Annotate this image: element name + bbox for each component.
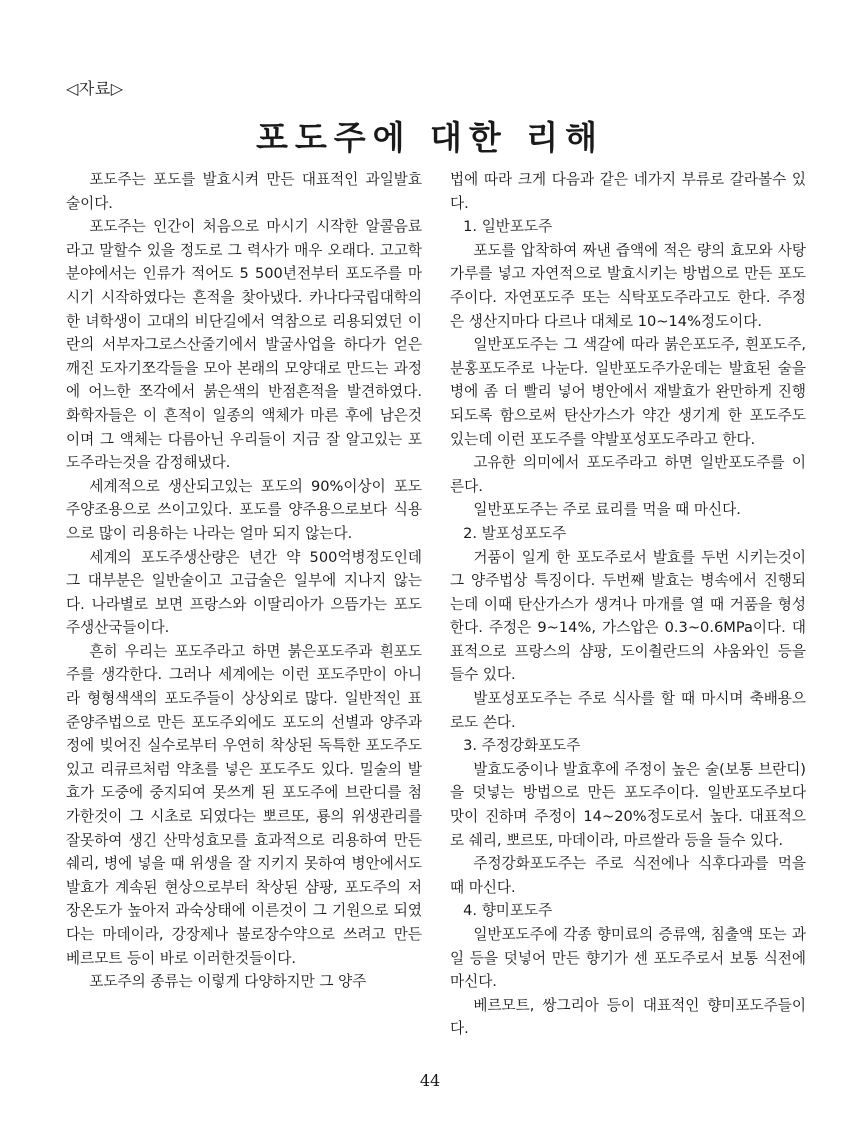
paragraph: 일반포도주는 그 색갈에 따라 붉은포도주, 흰포도주, 분홍포도주로 나눈다. 일반포도주가운데는 발효된 술을 병에 좀 더 빨리 넣어 병안에서 재발효가 완만하게 진행되도록 함으로써 탄산가스가 약간 생기게 한 포도주도 있는데 이런 포도주를 약발포성포도주라고 한다.: [450, 336, 806, 448]
right-column: [450, 168, 806, 1041]
paragraph: 일반포도주에 각종 향미료의 증류액, 침출액 또는 과일 등을 덧넣어 만든 향기가 센 포도주로서 보통 식전에 마신다.: [450, 926, 806, 991]
paragraph: 세계의 포도주생산량은 년간 약 500억병정도인데 그 대부분은 일반술이고 고급술은 일부에 지나지 않는다. 나라별로 보면 프랑스와 이딸리아가 으뜸가는 포도주생산국들이다.: [66, 548, 422, 637]
paragraph: 발포성포도주는 주로 식사를 할 때 마시며 축배용으로도 쓴다.: [450, 690, 806, 731]
section-tag: ◁자료▷: [66, 79, 124, 98]
paragraph: 포도주는 인간이 처음으로 마시기 시작한 알콜음료라고 말할수 있을 정도로 그 력사가 매우 오래다. 고고학분야에서는 인류가 적어도 5 500년전부터 포도주를 마시기 시작하였다는 흔적을 찾아냈다. 카나다국립대학의 한 녀학생이 고대의 비단길에서 역참으로 리용되였던 이란의 서부자그로스산줄기에서 발굴사업을 하다가 얻은 깨진 도자기쪼각들을 모아 본래의 모양대로 만드는 과정에 어느한 쪼각에서 붉은색의 반점흔적을 발견하였다. 화학자들은 이 흔적이 일종의 액체가 마른 후에 남은것이며 그 액체는 다름아닌 우리들이 지금 잘 알고있는 포도주라는것을 감정해냈다.: [66, 218, 422, 472]
section-heading: 3. 주정강화포도주: [463, 737, 581, 755]
paragraph: 세계적으로 생산되고있는 포도의 90%이상이 포도주양조용으로 쓰이고있다. 포도를 양주용으로보다 식용으로 많이 리용하는 나라는 얼마 되지 않는다.: [66, 477, 422, 542]
section-heading: 2. 발포성포도주: [463, 524, 567, 542]
section-heading: 1. 일반포도주: [463, 218, 553, 236]
paragraph: 포도를 압착하여 짜낸 즙액에 적은 량의 효모와 사탕가루를 넣고 자연적으로 발효시키는 방법으로 만든 포도주이다. 자연포도주 또는 식탁포도주라고도 한다. 주정은 생산지마다 다르나 대체로 10~14%정도이다.: [450, 241, 806, 330]
left-column: [66, 168, 422, 994]
page-number: 44: [419, 1071, 441, 1090]
paragraph-continued: 법에 따라 크게 다음과 같은 네가지 부류로 갈라볼수 있다.: [450, 171, 806, 212]
paragraph: 베르모트, 쌍그리아 등이 대표적인 향미포도주들이다.: [450, 996, 806, 1038]
page-title: 포도주에 대한 리해: [255, 118, 604, 157]
paragraph: 고유한 의미에서 포도주라고 하면 일반포도주를 이른다.: [450, 454, 806, 495]
paragraph: 거품이 일게 한 포도주로서 발효를 두번 시키는것이 그 양주법상 특징이다. 두번째 발효는 병속에서 진행되는데 이때 탄산가스가 생겨나 마개를 열 때 거품을 형성한다. 주정은 9~14%, 가스압은 0.3~0.6MPa이다. 대표적으로 프랑스의 샴팡, 도이췰란드의 샤움와인 등을 들수 있다.: [450, 548, 806, 684]
paragraph: 흔히 우리는 포도주라고 하면 붉은포도주과 흰포도주를 생각한다. 그러나 세계에는 이런 포도주만이 아니라 형형색색의 포도주들이 상상외로 많다. 일반적인 표준양주법으로 만든 포도주외에도 포도의 선별과 양주과정에 빚어진 실수로부터 우연히 착상된 독특한 포도주도 있고 리큐르처럼 약초를 넣은 포도주도 있다. 밀술의 발효가 도중에 중지되여 못쓰게 된 포도주에 브란디를 첨가한것이 그 시초로 되였다는 뽀르또, 룡의 위생관리를 잘못하여 생긴 산막성효모를 효과적으로 리용하여 만든 쉐리, 병에 넣을 때 위생을 잘 지키지 못하여 병안에서도 발효가 계속된 현상으로부터 착상된 샴팡, 포도주의 저장온도가 높아저 과숙상태에 이른것이 그 기원으로 되였다는 마데이라, 강장제나 불로장수약으로 쓰려고 만든 베르모트 등이 바로 이러한것들이다.: [66, 642, 422, 967]
paragraph: 일반포도주는 주로 료리를 먹을 때 마신다.: [473, 501, 741, 519]
paragraph: 포도주는 포도를 발효시켜 만든 대표적인 과일발효술이다.: [66, 171, 422, 212]
paragraph: 포도주의 종류는 이렇게 다양하지만 그 양주: [89, 973, 367, 991]
section-heading: 4. 향미포도주: [463, 902, 553, 920]
paragraph: 발효도중이나 발효후에 주정이 높은 술(보통 브란디)을 덧넣는 방법으로 만든 포도주이다. 일반포도주보다 맛이 진하며 주정이 14~20%정도로서 높다. 대표적으로 쉐리, 뽀르또, 마데이라, 마르쌀라 등을 들수 있다.: [450, 760, 806, 849]
paragraph: 주정강화포도주는 주로 식전에나 식후다과를 먹을 때 마신다.: [450, 855, 806, 896]
